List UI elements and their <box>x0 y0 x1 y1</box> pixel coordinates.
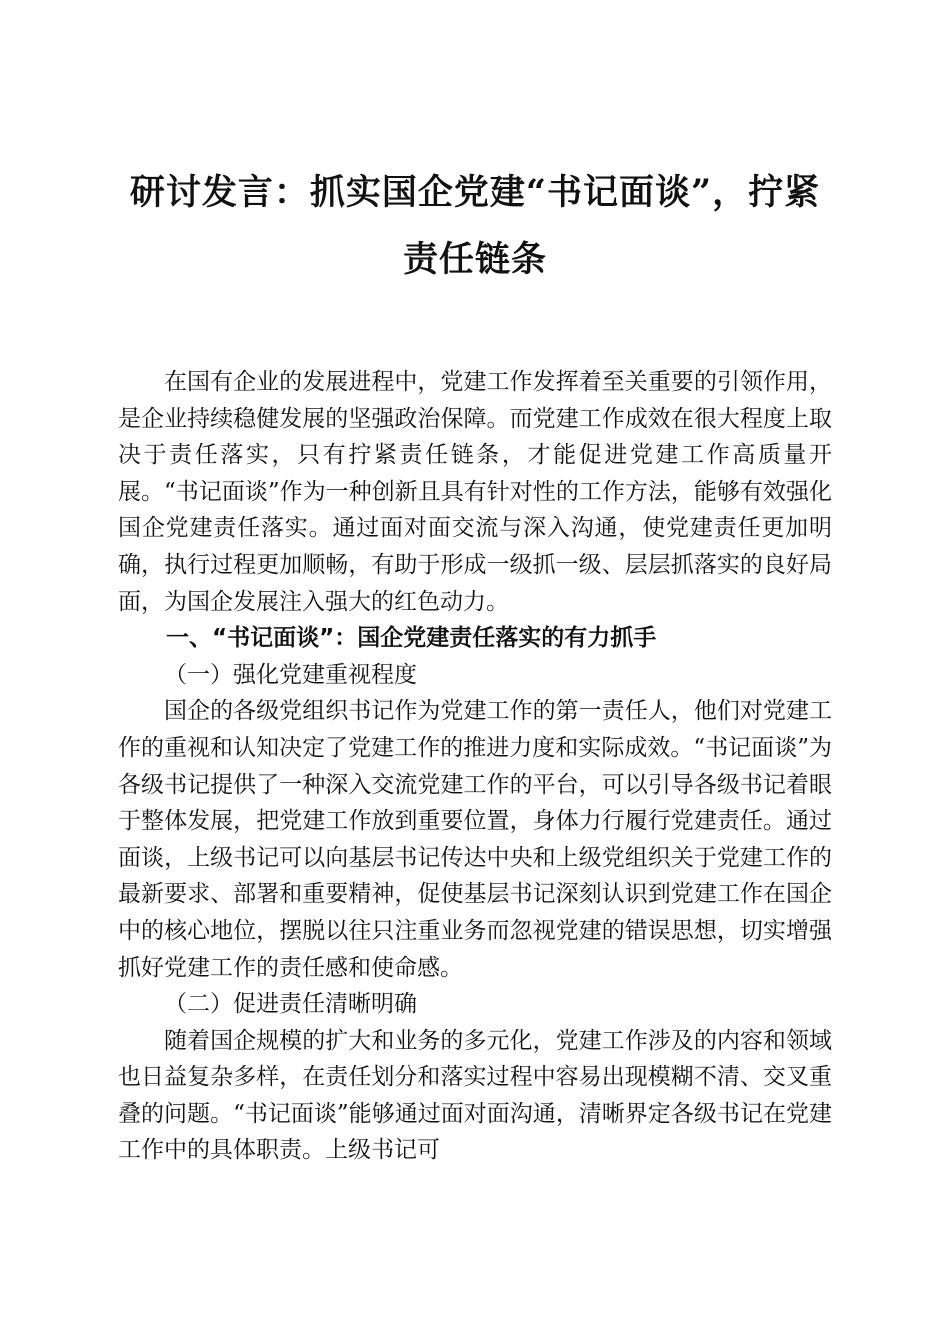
subsection-1-heading: （一）强化党建重视程度 <box>164 661 417 688</box>
document-title-line-2: 责任链条 <box>402 239 547 280</box>
subsection-2-heading: （二）促进责任清晰明确 <box>164 991 417 1018</box>
document-title-line-1: 研讨发言：抓实国企党建“书记面谈”，拧紧 <box>129 172 821 213</box>
subsection-1-paragraph: 国企的各级党组织书记作为党建工作的第一责任人，他们对党建工作的重视和认知决定了党建工作的推进力度和实际成效。“书记面谈”为各级书记提供了一种深入交流党建工作的平台，可以引导各级书记着眼于整体发展，把党建工作放到重要位置，身体力行履行党建责任。通过面谈，上级书记可以向基层书记传达中央和上级党组织关于党建工作的最新要求、部署和重要精神，促使基层书记深刻认识到党建工作在国企中的核心地位，摆脱以往只注重业务而忽视党建的错误思想，切实增强抓好党建工作的责任感和使命感。 <box>118 698 832 981</box>
document-body <box>118 364 832 1169</box>
intro-paragraph: 在国有企业的发展进程中，党建工作发挥着至关重要的引领作用，是企业持续稳健发展的坚强政治保障。而党建工作成效在很大程度上取决于责任落实，只有拧紧责任链条，才能促进党建工作高质量开展。“书记面谈”作为一种创新且具有针对性的工作方法，能够有效强化国企党建责任落实。通过面对面交流与深入沟通，使党建责任更加明确，执行过程更加顺畅，有助于形成一级抓一级、层层抓落实的良好局面，为国企发展注入强大的红色动力。 <box>118 369 832 615</box>
section-1-heading: 一、“书记面谈”：国企党建责任落实的有力抓手 <box>166 625 657 652</box>
subsection-2-paragraph: 随着国企规模的扩大和业务的多元化，党建工作涉及的内容和领域也日益复杂多样，在责任划分和落实过程中容易出现模糊不清、交叉重叠的问题。“书记面谈”能够通过面对面沟通，清晰界定各级书记在党建工作中的具体职责。上级书记可 <box>118 1027 832 1164</box>
